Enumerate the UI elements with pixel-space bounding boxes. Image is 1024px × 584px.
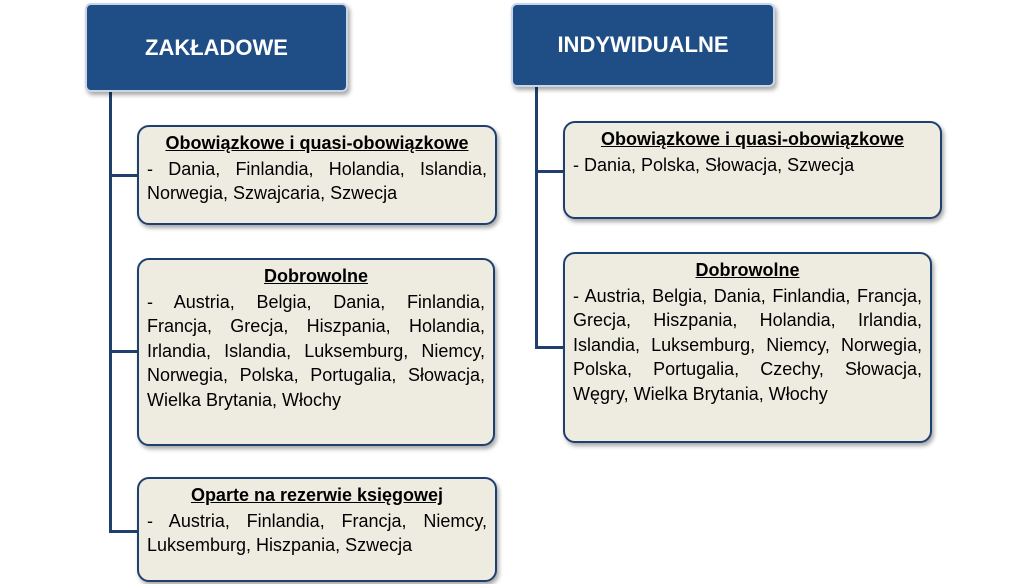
right-mandatory-box <box>563 121 942 219</box>
left-book-reserve-box <box>137 477 497 582</box>
left-voluntary-box <box>137 258 495 446</box>
right-trunk-line <box>535 87 538 349</box>
right-mandatory-countries: - Dania, Polska, Słowacja, Szwecja <box>573 154 855 175</box>
left-trunk-line <box>109 92 112 532</box>
left-mandatory-countries: - Dania, Finlandia, Holandia, Islandia, Norwegia, Szwajcaria, Szwecja <box>147 158 487 203</box>
right-mandatory-title: Obowiązkowe i quasi-obowiązkowe <box>600 129 905 149</box>
left-book-reserve-countries: - Austria, Finlandia, Francja, Niemcy, Luksemburg, Hiszpania, Szwecja <box>147 510 487 555</box>
zakladowe-header: ZAKŁADOWE <box>85 3 348 92</box>
indywidualne-header: INDYWIDUALNE <box>511 3 775 87</box>
left-book-reserve-title: Oparte na rezerwie księgowej <box>190 485 444 505</box>
left-mandatory-title: Obowiązkowe i quasi-obowiązkowe <box>165 133 469 153</box>
left-mandatory-box <box>137 125 497 225</box>
left-branch-line-2 <box>109 350 138 353</box>
right-voluntary-box <box>563 252 932 443</box>
left-voluntary-title: Dobrowolne <box>264 266 368 286</box>
left-branch-line-1 <box>109 174 138 177</box>
left-voluntary-countries: - Austria, Belgia, Dania, Finlandia, Francja, Grecja, Hiszpania, Holandia, Irlandia, Islandia, Luksemburg, Niemcy, Norwegia, Polska, Portugalia, Słowacja, Wielka Brytania, Włochy <box>147 291 485 410</box>
right-voluntary-countries: - Austria, Belgia, Dania, Finlandia, Francja, Grecja, Hiszpania, Holandia, Irlandia, Islandia, Luksemburg, Niemcy, Norwegia, Polska, Portugalia, Czechy, Słowacja, Węgry, Wielka Brytania, Włochy <box>573 285 922 404</box>
right-branch-line-2 <box>535 346 565 349</box>
right-branch-line-1 <box>535 170 565 173</box>
left-branch-line-3 <box>109 530 138 533</box>
right-voluntary-title: Dobrowolne <box>695 260 800 280</box>
